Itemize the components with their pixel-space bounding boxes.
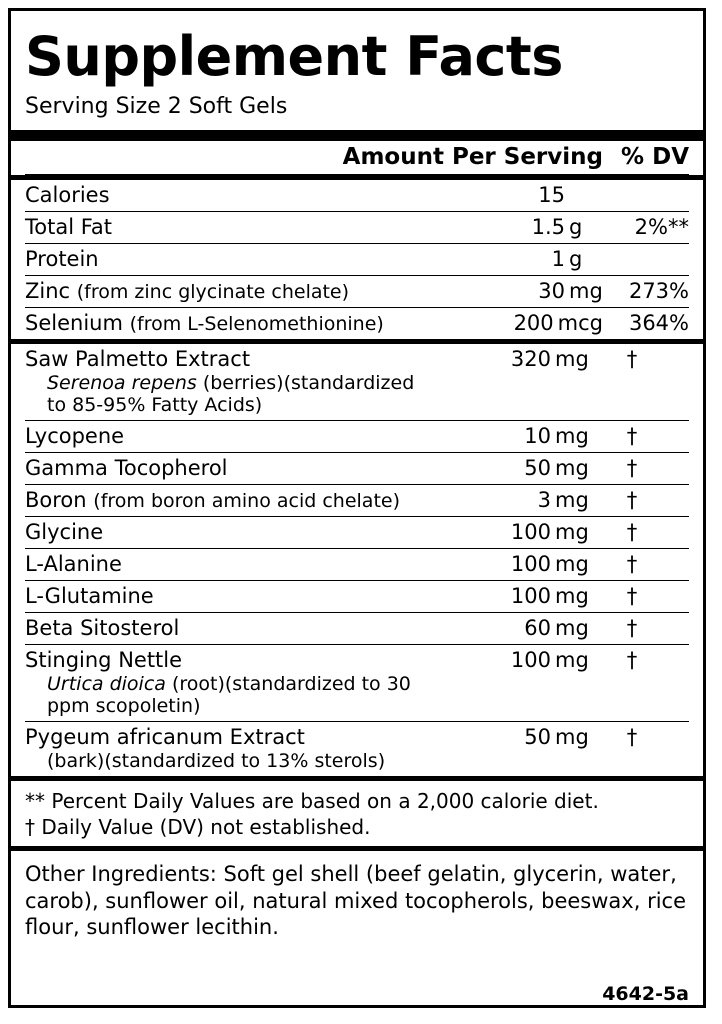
nutrient-name: Calories (25, 180, 453, 212)
nutrient-dv: 2%** (603, 212, 689, 244)
ingredient-dv: † (589, 581, 689, 613)
table-row (25, 180, 689, 212)
nutrient-name: Selenium (from L-Selenomethionine) (25, 311, 384, 336)
table-header-row (25, 141, 689, 175)
nutrient-name: Total Fat (25, 212, 453, 244)
table-row (25, 276, 689, 308)
nutrient-amount: 200 mcg (513, 311, 603, 336)
nutrient-note: (from zinc glycinate chelate) (76, 281, 350, 304)
ingredient-amount: 100 mg (439, 581, 589, 613)
ingredient-dv: † (589, 645, 689, 722)
ingredient-amount: 100 mg (439, 645, 589, 722)
ingredient-amount: 320 mg (439, 344, 589, 421)
ingredient-amount: 60 mg (439, 613, 589, 645)
table-row (25, 308, 689, 340)
nutrient-dv: 364% (628, 311, 689, 336)
ingredient-amount: 50 mg (524, 725, 589, 750)
table-row (25, 581, 689, 613)
nutrient-note: (from L-Selenomethionine) (129, 313, 384, 336)
table-row (25, 722, 689, 777)
ingredient-note: (from boron amino acid chelate) (93, 490, 400, 513)
ingredient-name: Saw Palmetto Extract Serenoa repens (berries)(standardized to 85-95% Fatty Acids) (25, 344, 439, 421)
supplement-facts-panel (8, 8, 706, 1008)
header-amount: Amount Per Serving (343, 141, 603, 175)
ingredient-dv: † (589, 344, 689, 421)
ingredient-name: L-Alanine (25, 549, 439, 581)
ingredient-dv: † (589, 421, 689, 453)
ingredient-amount: 10 mg (439, 421, 589, 453)
nutrient-amount: 30 mg (453, 276, 603, 308)
ingredient-amount: 50 mg (439, 453, 589, 485)
ingredients-table (25, 344, 689, 776)
nutrient-name: Zinc (from zinc glycinate chelate) (25, 276, 453, 308)
ingredient-subtext: (bark)(standardized to 13% sterols) (47, 750, 386, 773)
table-row (25, 244, 689, 276)
ingredient-name: Pygeum africanum Extract (bark)(standardized to 13% sterols) (25, 722, 439, 777)
ingredient-dv: † (589, 613, 689, 645)
ingredient-name: Lycopene (25, 421, 439, 453)
table-row (25, 645, 689, 722)
table-row (25, 549, 689, 581)
footnote-dv-percent: ** Percent Daily Values are based on a 2,000 calorie diet. (25, 789, 599, 814)
serving-size: Serving Size 2 Soft Gels (25, 93, 288, 119)
divider-thick-top (11, 130, 703, 141)
ingredient-subtext: Serenoa repens (berries)(standardized to 85-95% Fatty Acids) (47, 372, 415, 417)
ingredient-name: Boron (from boron amino acid chelate) (25, 485, 439, 517)
table-row (25, 212, 689, 244)
ingredient-name: L-Glutamine (25, 581, 439, 613)
table-row (25, 613, 689, 645)
table-row (25, 421, 689, 453)
ingredient-name: Glycine (25, 517, 439, 549)
ingredient-amount: 100 mg (439, 549, 589, 581)
ingredient-dv: † (589, 485, 689, 517)
ingredient-dv: † (589, 517, 689, 549)
nutrients-rows (25, 180, 689, 339)
ingredient-subtext: Urtica dioica (root)(standardized to 30 ppm scopoletin) (47, 673, 411, 718)
ingredient-name: Beta Sitosterol (25, 613, 439, 645)
other-ingredients: Other Ingredients: Soft gel shell (beef gelatin, glycerin, water, carob), sunflower oil, natural mixed tocopherols, beeswax, rice flour, sunflower lecithin. (25, 862, 686, 940)
nutrients-table (25, 141, 689, 175)
nutrient-name: Protein (25, 244, 453, 276)
nutrient-amount: 15 (453, 180, 603, 212)
page-title: Supplement Facts (25, 25, 563, 88)
nutrient-dv: 273% (603, 276, 689, 308)
nutrient-amount: 1.5 g (453, 212, 603, 244)
footnote-dagger: † Daily Value (DV) not established. (25, 814, 371, 839)
ingredient-name: Gamma Tocopherol (25, 453, 439, 485)
header-blank (25, 141, 343, 175)
header-dv: % DV (603, 141, 689, 175)
product-code: 4642-5a (602, 983, 689, 1005)
nutrient-dv (603, 180, 689, 212)
ingredient-dv: † (589, 549, 689, 581)
table-row (25, 453, 689, 485)
nutrient-dv (603, 244, 689, 276)
table-row (25, 517, 689, 549)
ingredient-amount: 100 mg (439, 517, 589, 549)
ingredient-dv: † (626, 725, 638, 750)
ingredient-dv: † (589, 453, 689, 485)
ingredient-amount: 3 mg (439, 485, 589, 517)
footnotes (25, 781, 689, 846)
ingredient-name: Stinging Nettle Urtica dioica (root)(standardized to 30 ppm scopoletin) (25, 645, 439, 722)
table-row (25, 344, 689, 421)
nutrient-amount: 1 g (453, 244, 603, 276)
table-row (25, 485, 689, 517)
